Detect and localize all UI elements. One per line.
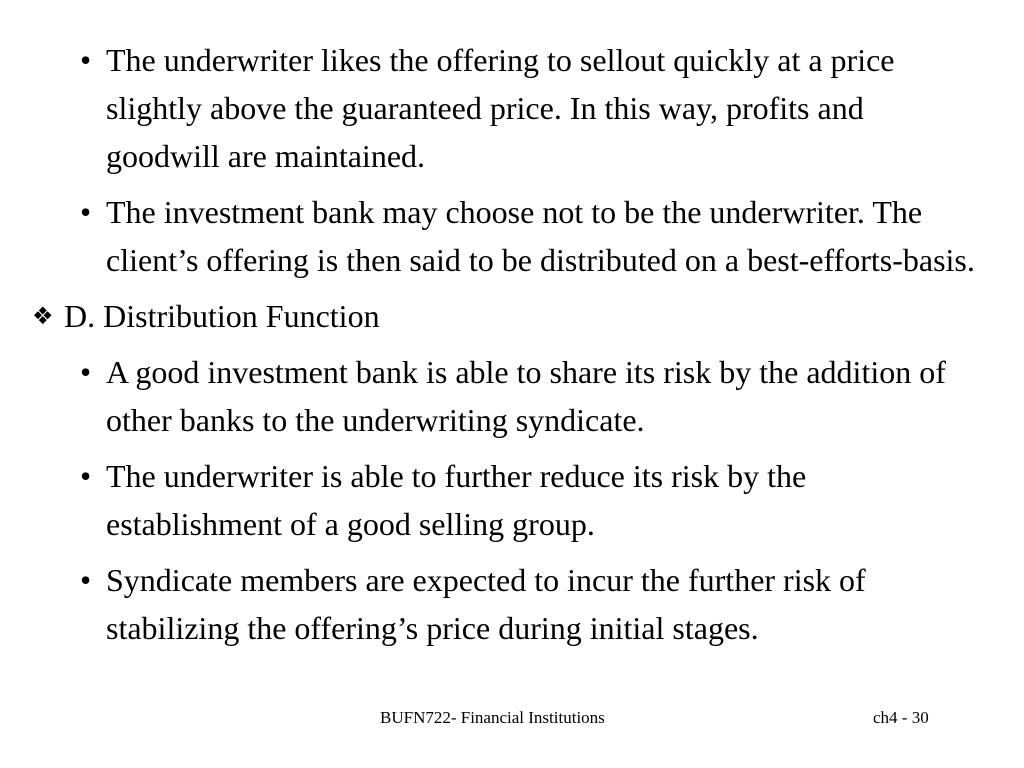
footer-course-title: BUFN722- Financial Institutions [380, 708, 605, 727]
footer-page-number: ch4 - 30 [873, 708, 929, 727]
bullet-text: A good investment bank is able to share its risk by the addition of other banks to the underwriting syndicate. [106, 354, 946, 438]
bullet-item [0, 348, 976, 444]
diamond-bullet-icon: ❖ [32, 302, 54, 330]
bullet-item [0, 188, 976, 284]
bullet-icon: • [80, 194, 92, 230]
slide-content [0, 36, 1024, 660]
section-heading-text: D. Distribution Function [64, 298, 380, 334]
bullet-item [0, 452, 976, 548]
bullet-icon: • [80, 562, 92, 598]
bullet-icon: • [80, 458, 92, 494]
section-heading [0, 292, 1024, 340]
bullet-icon: • [80, 42, 92, 78]
bullet-item [0, 36, 976, 180]
bullet-text: The investment bank may choose not to be the underwriter. The client’s offering is then said to be distributed on a best-efforts-basis. [106, 194, 975, 278]
bullet-text: The underwriter is able to further reduce its risk by the establishment of a good selling group. [106, 458, 807, 542]
bullet-text: The underwriter likes the offering to sellout quickly at a price slightly above the guaranteed price. In this way, profits and goodwill are maintained. [106, 42, 895, 174]
bullet-icon: • [80, 354, 92, 390]
bullet-item [0, 556, 976, 652]
bullet-text: Syndicate members are expected to incur the further risk of stabilizing the offering’s price during initial stages. [106, 562, 866, 646]
